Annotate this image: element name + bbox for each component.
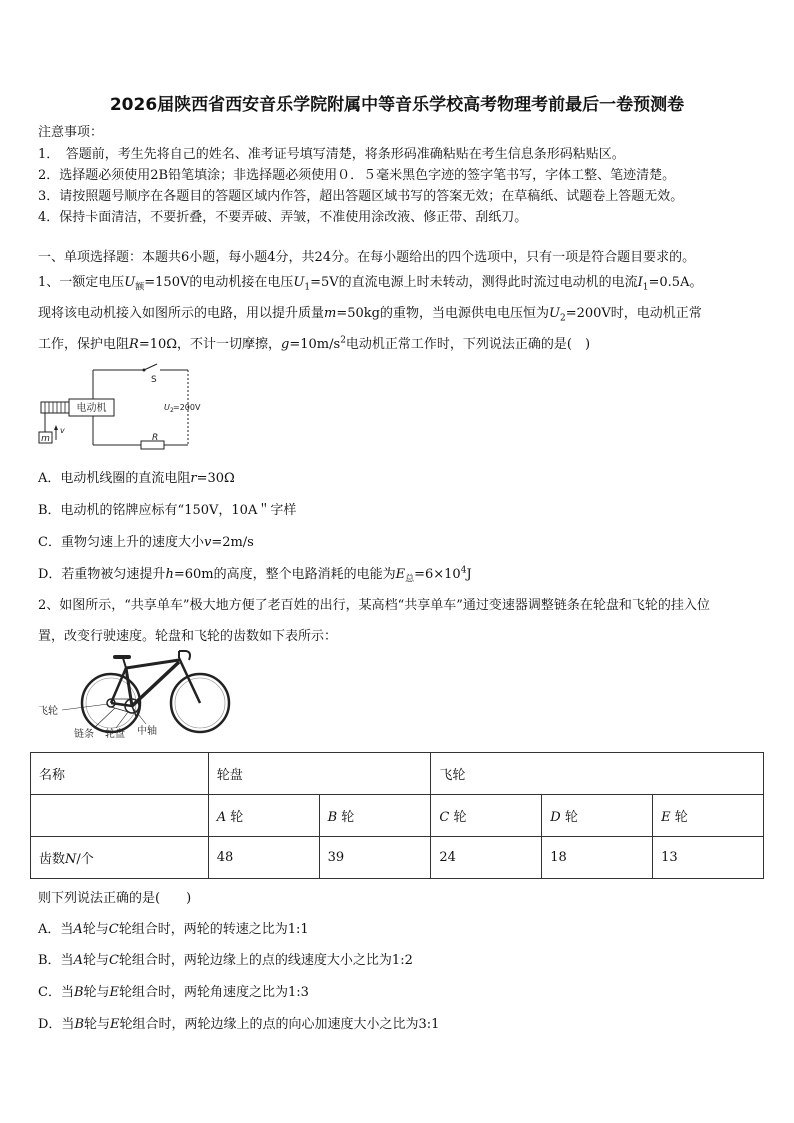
- q2-stem-line-2: 置，改变行驶速度。轮盘和飞轮的齿数如下表所示：: [38, 629, 338, 644]
- header-name: 名称: [31, 753, 209, 795]
- switch-blade: [144, 364, 157, 370]
- switch-label: S: [151, 375, 157, 385]
- voltage-symbol: U: [164, 403, 170, 412]
- notice-item-4: 4．保持卡面清洁，不要折叠，不要弄破、弄皱，不准使用涂改液、修正带、刮纸刀。: [38, 210, 528, 225]
- section-heading: 一、单项选择题：本题共6小题，每小题4分，共24分。在每小题给出的四个选项中，只有一项是符合题目要求的。: [38, 250, 696, 265]
- table-row: [31, 837, 764, 879]
- q1-option-c[interactable]: C．重物匀速上升的速度大小v=2m/s: [38, 535, 254, 550]
- mass-label: m: [41, 434, 50, 444]
- q2-option-b[interactable]: B．当A轮与C轮组合时，两轮边缘上的点的线速度大小之比为1:2: [38, 953, 413, 968]
- notice-item-2: 2．选择题必须使用2B铅笔填涂；非选择题必须使用０．５毫米黑色字迹的签字笔书写，字体工整、笔迹清楚。: [38, 168, 676, 183]
- q1-option-a[interactable]: A．电动机线圈的直流电阻r=30Ω: [38, 471, 235, 486]
- wheel-b: B 轮: [319, 795, 431, 837]
- q1-stem-line-2: 现将该电动机接入如图所示的电路，用以提升质量m=50kg的重物，当电源供电电压恒为$U_2=200V$时，电动机正常: [38, 306, 702, 324]
- wheel-e: E 轮: [653, 795, 764, 837]
- table-cell: [31, 795, 209, 837]
- teeth-a: 48: [208, 837, 319, 879]
- q2-prompt: 则下列说法正确的是( ): [38, 891, 192, 906]
- notice-item-1: 1． 答题前，考生先将自己的姓名、准考证号填写清楚，将条形码准确粘贴在考生信息条形码粘贴区。: [38, 147, 625, 162]
- table-row: [31, 753, 764, 795]
- bicycle-diagram: [36, 648, 236, 740]
- table-row: [31, 795, 764, 837]
- teeth-c: 24: [431, 837, 542, 879]
- motor-label: 电动机: [76, 403, 107, 414]
- q1-stem-line-1: 1、一额定电压$U_额=150V$的电动机接在电压$U_1=5V$的直流电源上时未转动，测得此时流过电动机的电流$I_1=0.5A$。: [38, 275, 703, 293]
- q2-option-a[interactable]: A．当A轮与C轮组合时，两轮的转速之比为1:1: [38, 922, 309, 937]
- circuit-diagram: [36, 358, 226, 452]
- q2-option-c[interactable]: C．当B轮与E轮组合时，两轮角速度之比为1:3: [38, 985, 309, 1000]
- q1-option-d[interactable]: D．若重物被匀速提升h=60m的高度，整个电路消耗的电能为$E_总=6\times 10^4J$: [38, 565, 472, 585]
- teeth-e: 13: [653, 837, 764, 879]
- wheel-d: D 轮: [542, 795, 653, 837]
- row-label-teeth: 齿数N/个: [31, 837, 209, 879]
- resistor-label: R: [152, 433, 159, 443]
- voltage-subscript: 2: [170, 407, 174, 414]
- gear-teeth-table: [30, 752, 764, 879]
- q2-stem-line-1: 2、如图所示，“共享单车”极大地方便了老百姓的出行，某高档“共享单车”通过变速器调整链条在轮盘和飞轮的挂入位: [38, 598, 710, 613]
- teeth-d: 18: [542, 837, 653, 879]
- q1-stem-line-3: 工作，保护电阻R=10Ω，不计一切摩擦，$g=10m/s^2$电动机正常工作时，下列说法正确的是( ): [38, 335, 591, 352]
- header-chainring: 轮盘: [208, 753, 431, 795]
- saddle: [113, 655, 131, 659]
- flywheel-label: 飞轮: [38, 706, 58, 717]
- notice-heading: 注意事项：: [38, 125, 104, 140]
- header-flywheel: 飞轮: [431, 753, 764, 795]
- chain-label: 链条: [74, 729, 94, 740]
- notice-item-3: 3．请按照题号顺序在各题目的答题区域内作答，超出答题区域书写的答案无效；在草稿纸、试题卷上答题无效。: [38, 189, 684, 204]
- voltage-value: =200V: [173, 403, 201, 412]
- page-title: 2026届陕西省西安音乐学院附属中等音乐学校高考物理考前最后一卷预测卷: [109, 95, 685, 115]
- wheel-c: C 轮: [431, 795, 542, 837]
- axle-label: 中轴: [137, 726, 157, 737]
- q2-option-d[interactable]: D．当B轮与E轮组合时，两轮边缘上的点的向心加速度大小之比为3:1: [38, 1017, 440, 1032]
- wheel-a: A 轮: [208, 795, 319, 837]
- velocity-label: v: [60, 426, 65, 435]
- chainring-label: 轮盘: [105, 729, 125, 740]
- q1-option-b[interactable]: B．电动机的铭牌应标有“150V，10A＂字样: [38, 503, 297, 518]
- teeth-b: 39: [319, 837, 431, 879]
